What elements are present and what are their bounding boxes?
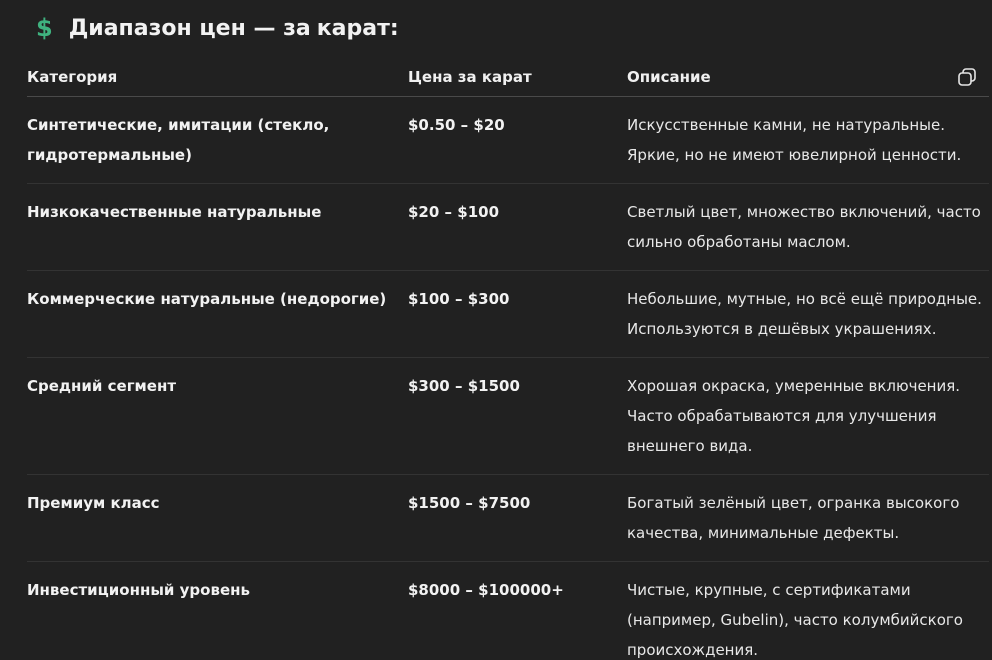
- description-cell: [627, 197, 989, 257]
- table-body: [27, 97, 989, 660]
- description-cell-line: происхождения.: [627, 641, 759, 659]
- category-cell: [27, 110, 387, 170]
- category-cell-line: гидротермальные): [27, 146, 192, 164]
- price-cell: $300 – $1500: [408, 377, 520, 395]
- description-cell-line: качества, минимальные дефекты.: [627, 524, 900, 542]
- price-cell: $8000 – $100000+: [408, 581, 564, 599]
- description-cell: [627, 575, 989, 660]
- price-cell: $0.50 – $20: [408, 116, 505, 134]
- description-cell-line: сильно обработаны маслом.: [627, 233, 851, 251]
- description-cell-line: Чистые, крупные, с сертификатами: [627, 581, 911, 599]
- column-header-price: Цена за карат: [408, 68, 532, 86]
- category-cell-line: Инвестиционный уровень: [27, 581, 250, 599]
- description-cell-line: Искусственные камни, не натуральные.: [627, 116, 946, 134]
- description-cell-line: Яркие, но не имеют ювелирной ценности.: [627, 146, 962, 164]
- description-cell-line: Небольшие, мутные, но всё ещё природные.: [627, 290, 982, 308]
- table-row: [27, 358, 989, 475]
- section-heading: [36, 11, 399, 45]
- table-header-row: [27, 58, 989, 97]
- category-cell-line: Низкокачественные натуральные: [27, 203, 322, 221]
- table-row: [27, 97, 989, 184]
- description-cell-line: Светлый цвет, множество включений, часто: [627, 203, 981, 221]
- category-cell: [27, 575, 387, 605]
- category-cell-line: Коммерческие натуральные (недорогие): [27, 290, 387, 308]
- column-header-category: Категория: [27, 68, 118, 86]
- copy-icon[interactable]: [956, 66, 978, 88]
- description-cell-line: Хорошая окраска, умеренные включения.: [627, 377, 961, 395]
- description-cell: [627, 488, 989, 548]
- description-cell: [627, 284, 989, 344]
- column-header-description: Описание: [627, 68, 711, 86]
- price-cell: $20 – $100: [408, 203, 500, 221]
- description-cell: [627, 371, 989, 461]
- description-cell-line: Часто обрабатываются для улучшения: [627, 407, 937, 425]
- category-cell: [27, 371, 387, 401]
- table-row: [27, 184, 989, 271]
- price-cell: $100 – $300: [408, 290, 510, 308]
- category-cell: [27, 488, 387, 518]
- description-cell-line: (например, Gubelin), часто колумбийского: [627, 611, 963, 629]
- category-cell: [27, 197, 387, 227]
- price-cell: $1500 – $7500: [408, 494, 531, 512]
- category-cell-line: Премиум класс: [27, 494, 160, 512]
- table-row: [27, 475, 989, 562]
- price-table: [27, 58, 989, 660]
- description-cell-line: Используются в дешёвых украшениях.: [627, 320, 937, 338]
- description-cell-line: Богатый зелёный цвет, огранка высокого: [627, 494, 960, 512]
- heading-text-strong: карат:: [316, 15, 399, 41]
- dollar-sign-icon: $: [36, 14, 53, 42]
- description-cell-line: внешнего вида.: [627, 437, 753, 455]
- category-cell: [27, 284, 387, 314]
- description-cell: [627, 110, 989, 170]
- heading-text: Диапазон цен — за: [68, 15, 311, 41]
- category-cell-line: Синтетические, имитации (стекло,: [27, 116, 330, 134]
- table-row: [27, 271, 989, 358]
- category-cell-line: Средний сегмент: [27, 377, 177, 395]
- table-row: [27, 562, 989, 660]
